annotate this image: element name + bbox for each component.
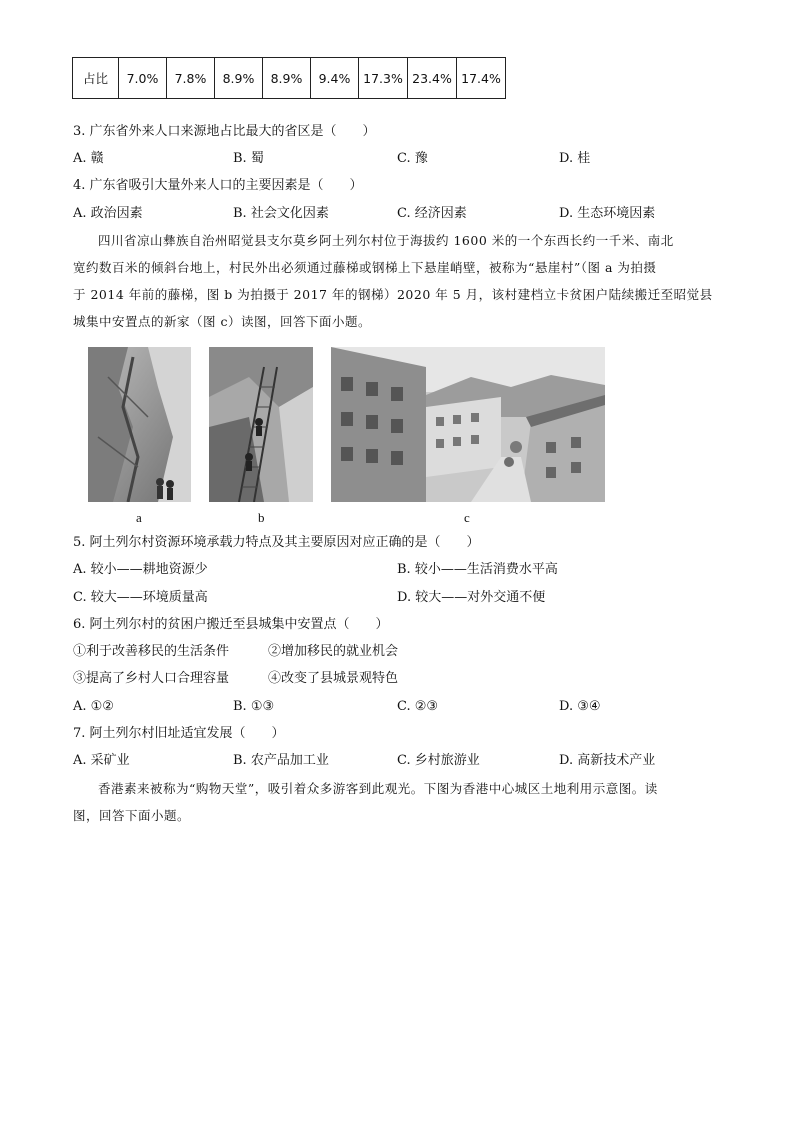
passage-1-line-2: 宽约数百米的倾斜台地上，村民外出必须通过藤梯或钢梯上下悬崖峭壁，被称为“悬崖村”（图 a 为拍摄 <box>73 260 657 275</box>
q5-option-d: D. 较大——对外交通不便 <box>397 590 546 605</box>
q3-option-d: D. 桂 <box>559 151 591 166</box>
q7-option-c: C. 乡村旅游业 <box>397 753 480 768</box>
table-cell: 7.8% <box>167 58 215 99</box>
q3-option-a: A. 赣 <box>73 151 104 166</box>
table-cell: 17.3% <box>359 58 408 99</box>
q4-option-a: A. 政治因素 <box>73 206 143 221</box>
question-3-stem: 3. 广东省外来人口来源地占比最大的省区是（ ） <box>73 124 376 139</box>
q7-option-b: B. 农产品加工业 <box>233 753 329 768</box>
q3-option-c: C. 豫 <box>397 151 428 166</box>
table-row <box>73 58 506 99</box>
q6-option-a: A. ①② <box>73 699 114 714</box>
question-5-stem: 5. 阿土列尔村资源环境承载力特点及其主要原因对应正确的是（ ） <box>73 535 480 550</box>
table-cell: 7.0% <box>119 58 167 99</box>
q6-option-d: D. ③④ <box>559 699 601 714</box>
table-cell: 8.9% <box>215 58 263 99</box>
passage-2-line-1: 香港素来被称为“购物天堂”，吸引着众多游客到此观光。下图为香港中心城区土地利用示意图。读 <box>98 781 658 796</box>
q4-option-d: D. 生态环境因素 <box>559 206 656 221</box>
table-cell: 9.4% <box>311 58 359 99</box>
table-row-label: 占比 <box>73 58 119 99</box>
q3-option-b: B. 蜀 <box>233 151 264 166</box>
q6-item-3: ③提高了乡村人口合理容量 <box>73 671 230 686</box>
q4-option-b: B. 社会文化因素 <box>233 206 329 221</box>
question-4-stem: 4. 广东省吸引大量外来人口的主要因素是（ ） <box>73 178 363 193</box>
table-cell: 8.9% <box>263 58 311 99</box>
question-6-stem: 6. 阿土列尔村的贫困户搬迁至县城集中安置点（ ） <box>73 617 389 632</box>
caption-c: c <box>464 510 470 525</box>
photo-a-vine-ladder <box>88 347 191 502</box>
photo-c-resettlement-housing <box>331 347 605 502</box>
q5-option-b: B. 较小——生活消费水平高 <box>397 562 558 577</box>
passage-1-line-3: 于 2014 年前的藤梯，图 b 为拍摄于 2017 年的钢梯）2020 年 5 月，该村建档立卡贫困户陆续搬迁至昭觉县 <box>73 287 713 302</box>
q5-option-a: A. 较小——耕地资源少 <box>73 562 208 577</box>
q6-item-1: ①利于改善移民的生活条件 <box>73 644 230 659</box>
q4-option-c: C. 经济因素 <box>397 206 467 221</box>
q7-option-d: D. 高新技术产业 <box>559 753 656 768</box>
passage-1-line-1: 四川省凉山彝族自治州昭觉县支尔莫乡阿土列尔村位于海拔约 1600 米的一个东西长约一千米、南北 <box>98 233 674 248</box>
q6-option-b: B. ①③ <box>233 699 275 714</box>
photo-b-steel-ladder <box>209 347 313 502</box>
caption-a: a <box>136 510 142 525</box>
q6-item-4: ④改变了县城景观特色 <box>268 671 399 686</box>
question-7-stem: 7. 阿土列尔村旧址适宜发展（ ） <box>73 726 285 741</box>
caption-b: b <box>258 510 265 525</box>
data-table <box>72 57 506 99</box>
q7-option-a: A. 采矿业 <box>73 753 130 768</box>
table-cell: 23.4% <box>408 58 457 99</box>
q6-item-2: ②增加移民的就业机会 <box>268 644 399 659</box>
passage-1-line-4: 城集中安置点的新家（图 c）读图，回答下面小题。 <box>73 314 371 329</box>
passage-2-line-2: 图，回答下面小题。 <box>73 808 191 823</box>
q5-option-c: C. 较大——环境质量高 <box>73 590 208 605</box>
q6-option-c: C. ②③ <box>397 699 439 714</box>
table-cell: 17.4% <box>457 58 506 99</box>
